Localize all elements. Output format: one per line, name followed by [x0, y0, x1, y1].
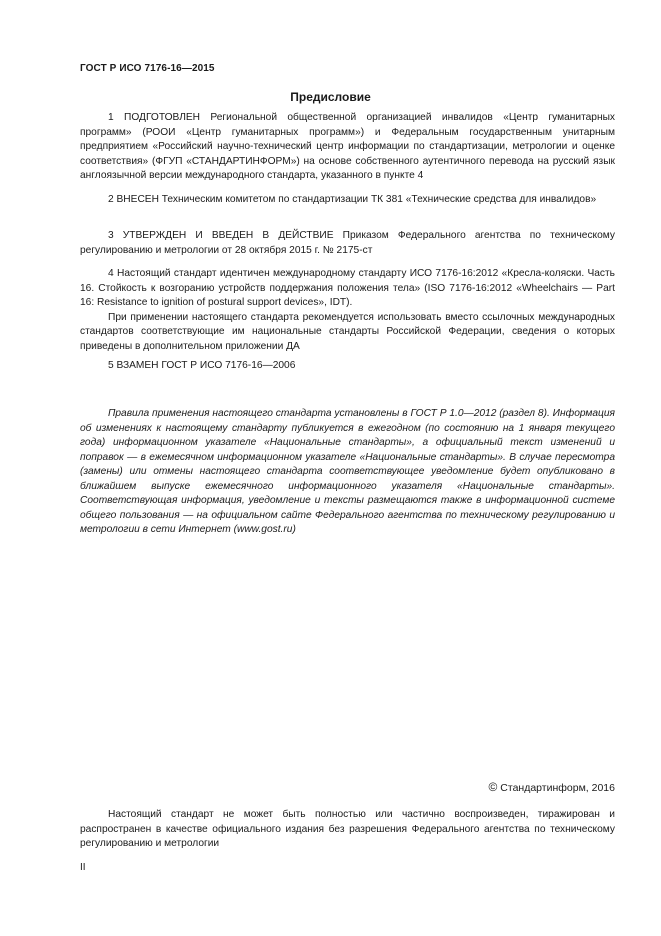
- copyright-icon: ©: [488, 780, 498, 794]
- foreword-item-1-text: 1 ПОДГОТОВЛЕН Региональной общественной организацией инвалидов «Центр гуманитарных программ» (РООИ «Центр гуманитарных программ») и Федеральным государственным унитарным предприятием «Российский научно-технический центр информации по стандартизации, метрологии и оценке соответствия» (ФГУП «СТАНДАРТИНФОРМ») на основе собственного аутентичного перевода на русский язык англоязычной версии международного стандарта, указанного в пункте 4: [80, 112, 615, 181]
- foreword-item-3-text: 3 УТВЕРЖДЕН И ВВЕДЕН В ДЕЙСТВИЕ Приказом Федерального агентства по техническому регулированию и метрологии от 28 октября 2015 г. № 2175-ст: [80, 230, 615, 256]
- foreword-item-4-text: 4 Настоящий стандарт идентичен международному стандарту ИСО 7176-16:2012 «Кресла-коляски. Часть 16. Стойкость к возгоранию устройств поддержания положения тела» (ISO 7176-16:2012 «Wheelchairs — Part 16: Resistance to ignition of postural support devices», IDT).: [80, 268, 615, 308]
- foreword-item-2-text: 2 ВНЕСЕН Техническим комитетом по стандартизации ТК 381 «Технические средства для инвалидов»: [108, 194, 597, 205]
- document-code: ГОСТ Р ИСО 7176-16—2015: [80, 63, 215, 74]
- foreword-item-5-text: 5 ВЗАМЕН ГОСТ Р ИСО 7176-16—2006: [108, 360, 296, 371]
- foreword-item-2: [80, 193, 615, 208]
- copyright-text: Стандартинформ, 2016: [500, 782, 615, 794]
- foreword-item-1: [80, 111, 615, 184]
- reproduction-notice: [80, 808, 615, 852]
- reproduction-notice-text: Настоящий стандарт не может быть полностью или частично воспроизведен, тиражирован и распространен в качестве официального издания без разрешения Федерального агентства по техническому регулированию и метрологии: [80, 809, 615, 849]
- foreword-item-4-note: При применении настоящего стандарта рекомендуется использовать вместо ссылочных международных стандартов соответствующие им национальные стандарты Российской Федерации, сведения о которых приведены в дополнительном приложении ДА: [80, 311, 615, 352]
- rules-notice: [80, 407, 615, 538]
- rules-notice-text: Правила применения настоящего стандарта установлены в ГОСТ Р 1.0—2012 (раздел 8). Информация об изменениях к настоящему стандарту публикуется в ежегодном (по состоянию на 1 января текущего года) информационном указателе «Национальные стандарты», а официальный текст изменений и поправок — в ежемесячном информационном указателе «Национальные стандарты». В случае пересмотра (замены) или отмены настоящего стандарта соответствующее уведомление будет опубликовано в ближайшем выпуске ежемесячного информационного указателя «Национальные стандарты». Соответствующая информация, уведомление и тексты размещаются также в информационной системе общего пользования — на официальном сайте Федерального агентства по техническому регулированию и метрологии в сети Интернет (www.gost.ru): [80, 408, 615, 535]
- foreword-item-4: [80, 267, 615, 354]
- foreword-item-3: [80, 229, 615, 258]
- foreword-item-5: [80, 359, 615, 374]
- page-number: II: [80, 862, 86, 873]
- foreword-title: Предисловие: [290, 90, 371, 104]
- copyright-line: [488, 780, 615, 794]
